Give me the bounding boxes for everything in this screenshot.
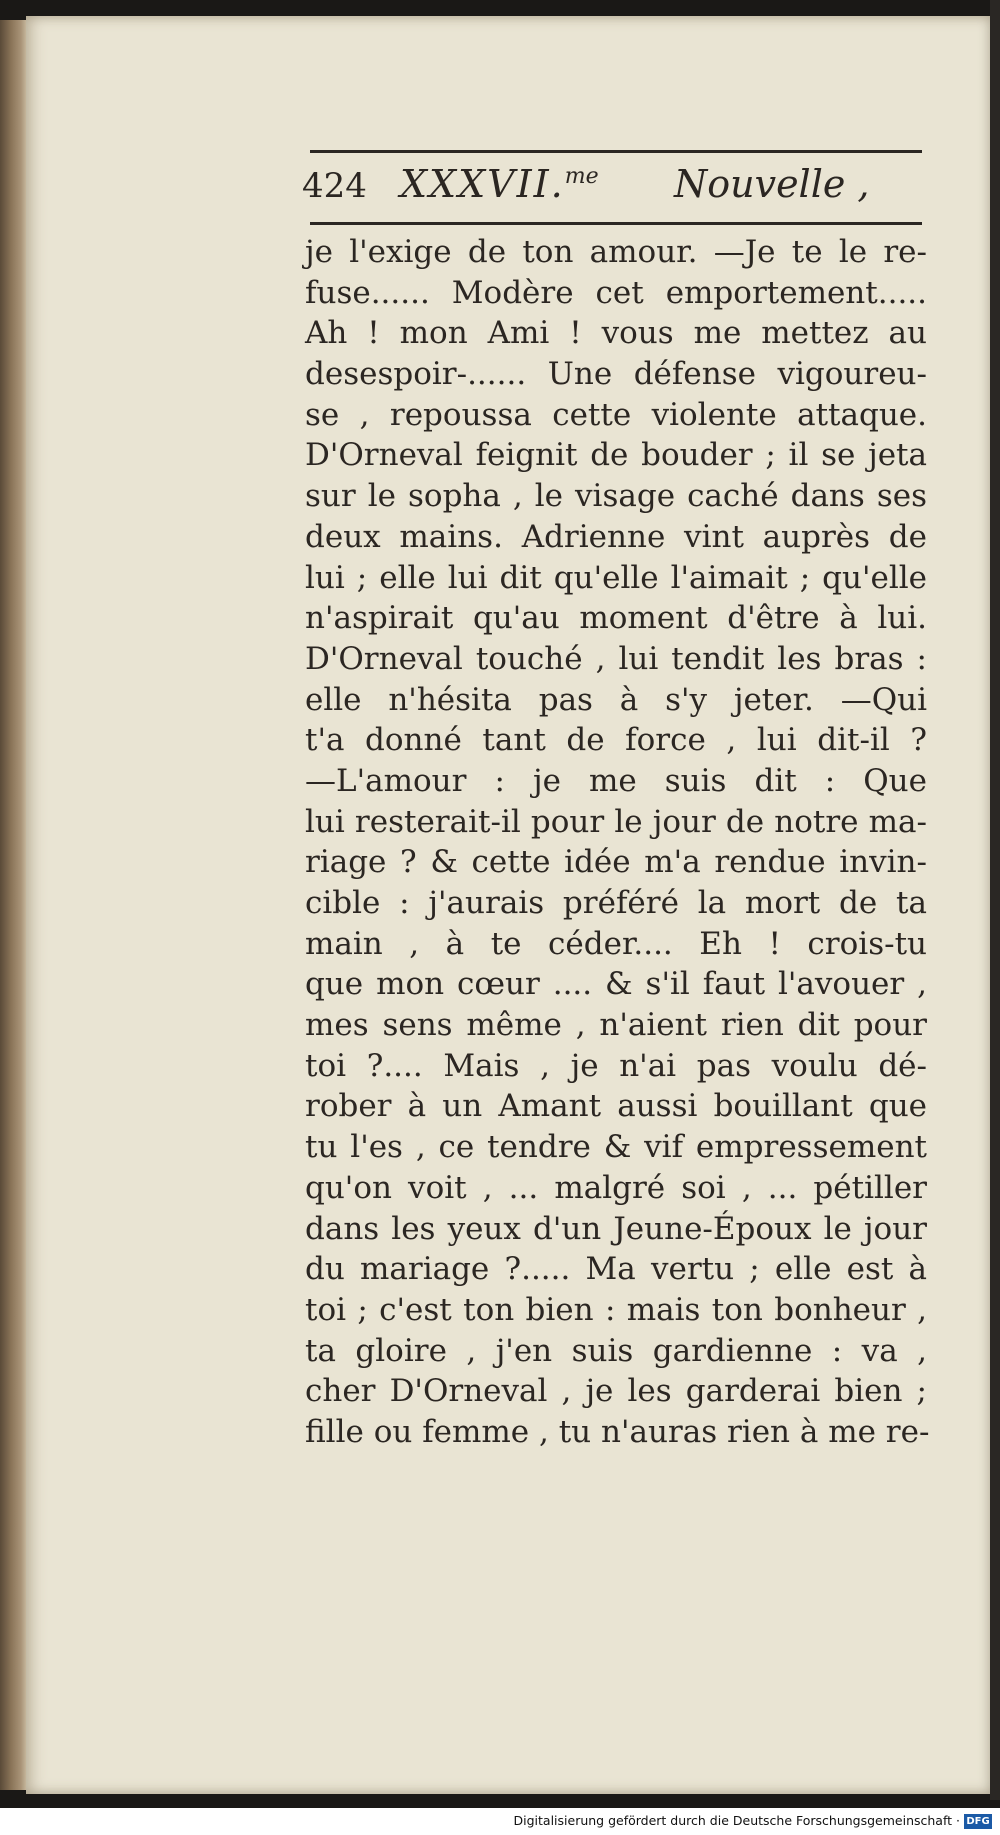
text-line: —L'amour : je me suis dit : Que (305, 762, 927, 799)
roman-numeral-text: XXXVII. (400, 162, 565, 206)
digitization-footer (0, 1808, 1000, 1835)
body-text (305, 232, 930, 1453)
text-line: t'a donné tant de force , lui dit-il ? (305, 722, 927, 759)
dfg-logo: DFG (964, 1814, 992, 1829)
text-line: D'Orneval feignit de bouder ; il se jeta (305, 437, 927, 474)
page-right-edge (990, 0, 1000, 1800)
text-line: sur le sopha , le visage caché dans ses (305, 478, 927, 515)
text-line: rober à un Amant aussi bouillant que (305, 1088, 927, 1125)
text-line: qu'on voit , ... malgré soi , ... pétiller (305, 1169, 927, 1206)
chapter-roman-numeral (400, 162, 599, 206)
text-line: n'aspirait qu'au moment d'être à lui. (305, 600, 927, 637)
text-line: Ah ! mon Ami ! vous me mettez au (305, 315, 927, 352)
text-line: desespoir-...... Une défense vigoureu- (305, 356, 927, 393)
footer-credit: Digitalisierung gefördert durch die Deutsche Forschungsgemeinschaft · (513, 1813, 960, 1828)
text-line: cible : j'aurais préféré la mort de ta (305, 885, 927, 921)
text-line: main , à te céder.... Eh ! crois-tu (305, 925, 927, 962)
text-line: se , repoussa cette violente attaque. (305, 396, 927, 433)
text-line: D'Orneval touché , lui tendit les bras : (305, 640, 927, 677)
running-title: Nouvelle , (674, 162, 870, 206)
text-line: elle n'hésita pas à s'y jeter. —Qui (305, 681, 927, 718)
text-line: ta gloire , j'en suis gardienne : va , (305, 1332, 927, 1369)
text-line: lui resterait-il pour le jour de notre ma- (305, 803, 927, 840)
text-line: que mon cœur .... & s'il faut l'avouer , (305, 966, 927, 1003)
text-line: je l'exige de ton amour. —Je te le re- (305, 234, 927, 270)
header-rule-bottom (310, 222, 922, 225)
roman-numeral-superscript: me (564, 164, 599, 189)
text-line: tu l'es , ce tendre & vif empressement (305, 1129, 927, 1166)
text-line: riage ? & cette idée m'a rendue invin- (305, 844, 927, 881)
page-number: 424 (302, 166, 367, 206)
text-line: cher D'Orneval , je les garderai bien ; (305, 1373, 927, 1410)
text-line: dans les yeux d'un Jeune-Époux le jour (305, 1210, 927, 1247)
text-line: lui ; elle lui dit qu'elle l'aimait ; qu'elle (305, 559, 927, 596)
text-line: mes sens même , n'aient rien dit pour (305, 1007, 927, 1044)
text-line: du mariage ?..... Ma vertu ; elle est à (305, 1251, 927, 1288)
book-spine-edge (0, 20, 28, 1790)
text-line: toi ?.... Mais , je n'ai pas voulu dé- (305, 1047, 927, 1084)
text-line: toi ; c'est ton bien : mais ton bonheur , (305, 1291, 927, 1328)
header-rule-top (310, 150, 922, 153)
text-line: fuse...... Modère cet emportement..... (305, 274, 927, 311)
running-header (302, 162, 922, 218)
text-line: deux mains. Adrienne vint auprès de (305, 518, 927, 555)
text-line: fille ou femme , tu n'auras rien à me re- (305, 1413, 930, 1450)
